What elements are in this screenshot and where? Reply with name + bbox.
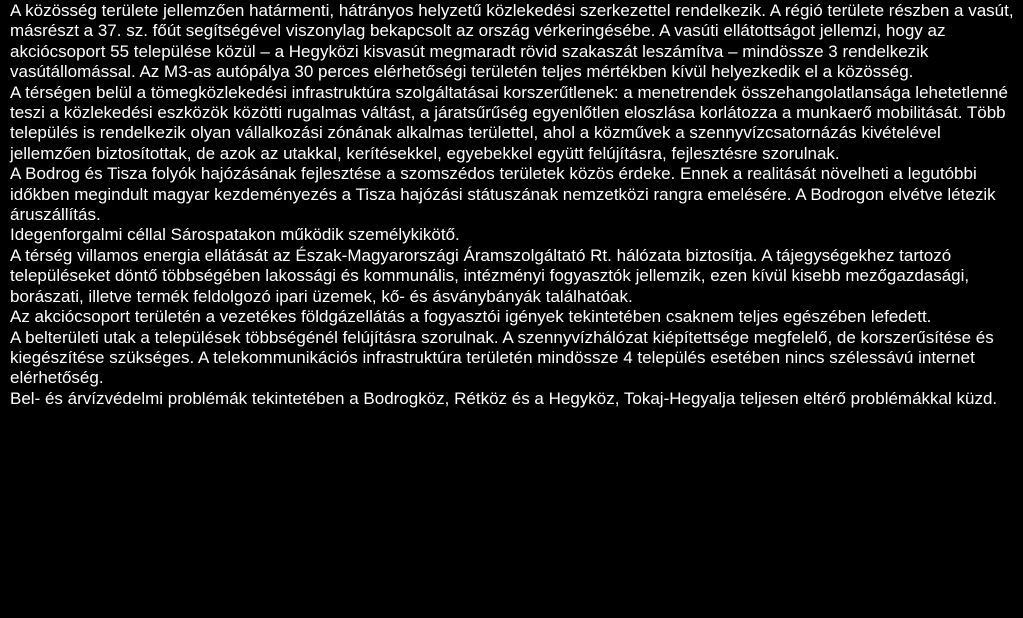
paragraph-flood-protection: Bel- és árvízvédelmi problémák tekintetében a Bodrogköz, Rétköz és a Hegyköz, Tokaj-Hegyalja teljesen eltérő problémákkal küzd. (10, 388, 998, 408)
paragraph-transport-overview: A közösség területe jellemzően határmenti, hátrányos helyzetű közlekedési szerkezettel rendelkezik. A régió területe részben a vasút, másrészt a 37. sz. főút segítségével viszonylag bekapcsolt az ország vérkeringésébe. A vasúti ellátottságot jellemzi, hogy az akciócsoport 55 települése közül – a Hegyközi kisvasút megmaradt rövid szakaszát leszámítva – mindössze 3 rendelkezik vasútállomással. Az M3-as autópálya 30 perces elérhetőségi területén teljes mértékben kívül helyezkedik el a közösség. (10, 1, 1014, 82)
paragraph-gas-supply: Az akciócsoport területén a vezetékes földgázellátás a fogyasztói igények tekintetében csaknem teljes egészében lefedett. (10, 307, 932, 327)
paragraph-roads-sewage-telecom: A belterületi utak a települések többségénél felújításra szorulnak. A szennyvízhálózat kiépítettsége megfelelő, de korszerűsítése és kiegészítése szükséges. A telekommunikációs infrastruktúra területén mindössze 4 település esetében nincs szélessávú internet elérhetőség. (10, 327, 994, 388)
paragraph-electricity: A térség villamos energia ellátását az Észak-Magyarországi Áramszolgáltató Rt. hálózata biztosítja. A tájegységekhez tartozó településeket döntő többségében lakossági és kommunális, intézményi fogyasztók jellemzik, ezen kívül kisebb mezőgazdasági, borászati, illetve termék feldolgozó ipari üzemek, kő- és ásványbányák találhatóak. (10, 245, 970, 306)
paragraph-river-navigation: A Bodrog és Tisza folyók hajózásának fejlesztése a szomszédos területek közös érdeke. Ennek a realitását növelheti a legutóbbi időkben megindult magyar kezdeményezés a Tisza hajózási státuszának nemzetközi rangra emelésére. A Bodrogon elvétve létezik áruszállítás. (10, 164, 996, 225)
paragraph-public-transport: A térségen belül a tömegközlekedési infrastruktúra szolgáltatásai korszerűtlenek: a menetrendek összehangolatlansága lehetetlenné teszi a közlekedési eszközök közötti rugalmas váltást, a járatsűrűség egyenlőtlen eloszlása korlátozza a munkaerő mobilitását. Több település is rendelkezik olyan vállalkozási zónának alkalmas területtel, ahol a közművek a szennyvízcsatornázás kivételével jellemzően biztosítottak, de azok az utakkal, kerítésekkel, egyebekkel együtt felújításra, fejlesztésre szorulnak. (10, 82, 1008, 163)
paragraph-passenger-port: Idegenforgalmi céllal Sárospatakon működik személykikötő. (10, 225, 460, 245)
